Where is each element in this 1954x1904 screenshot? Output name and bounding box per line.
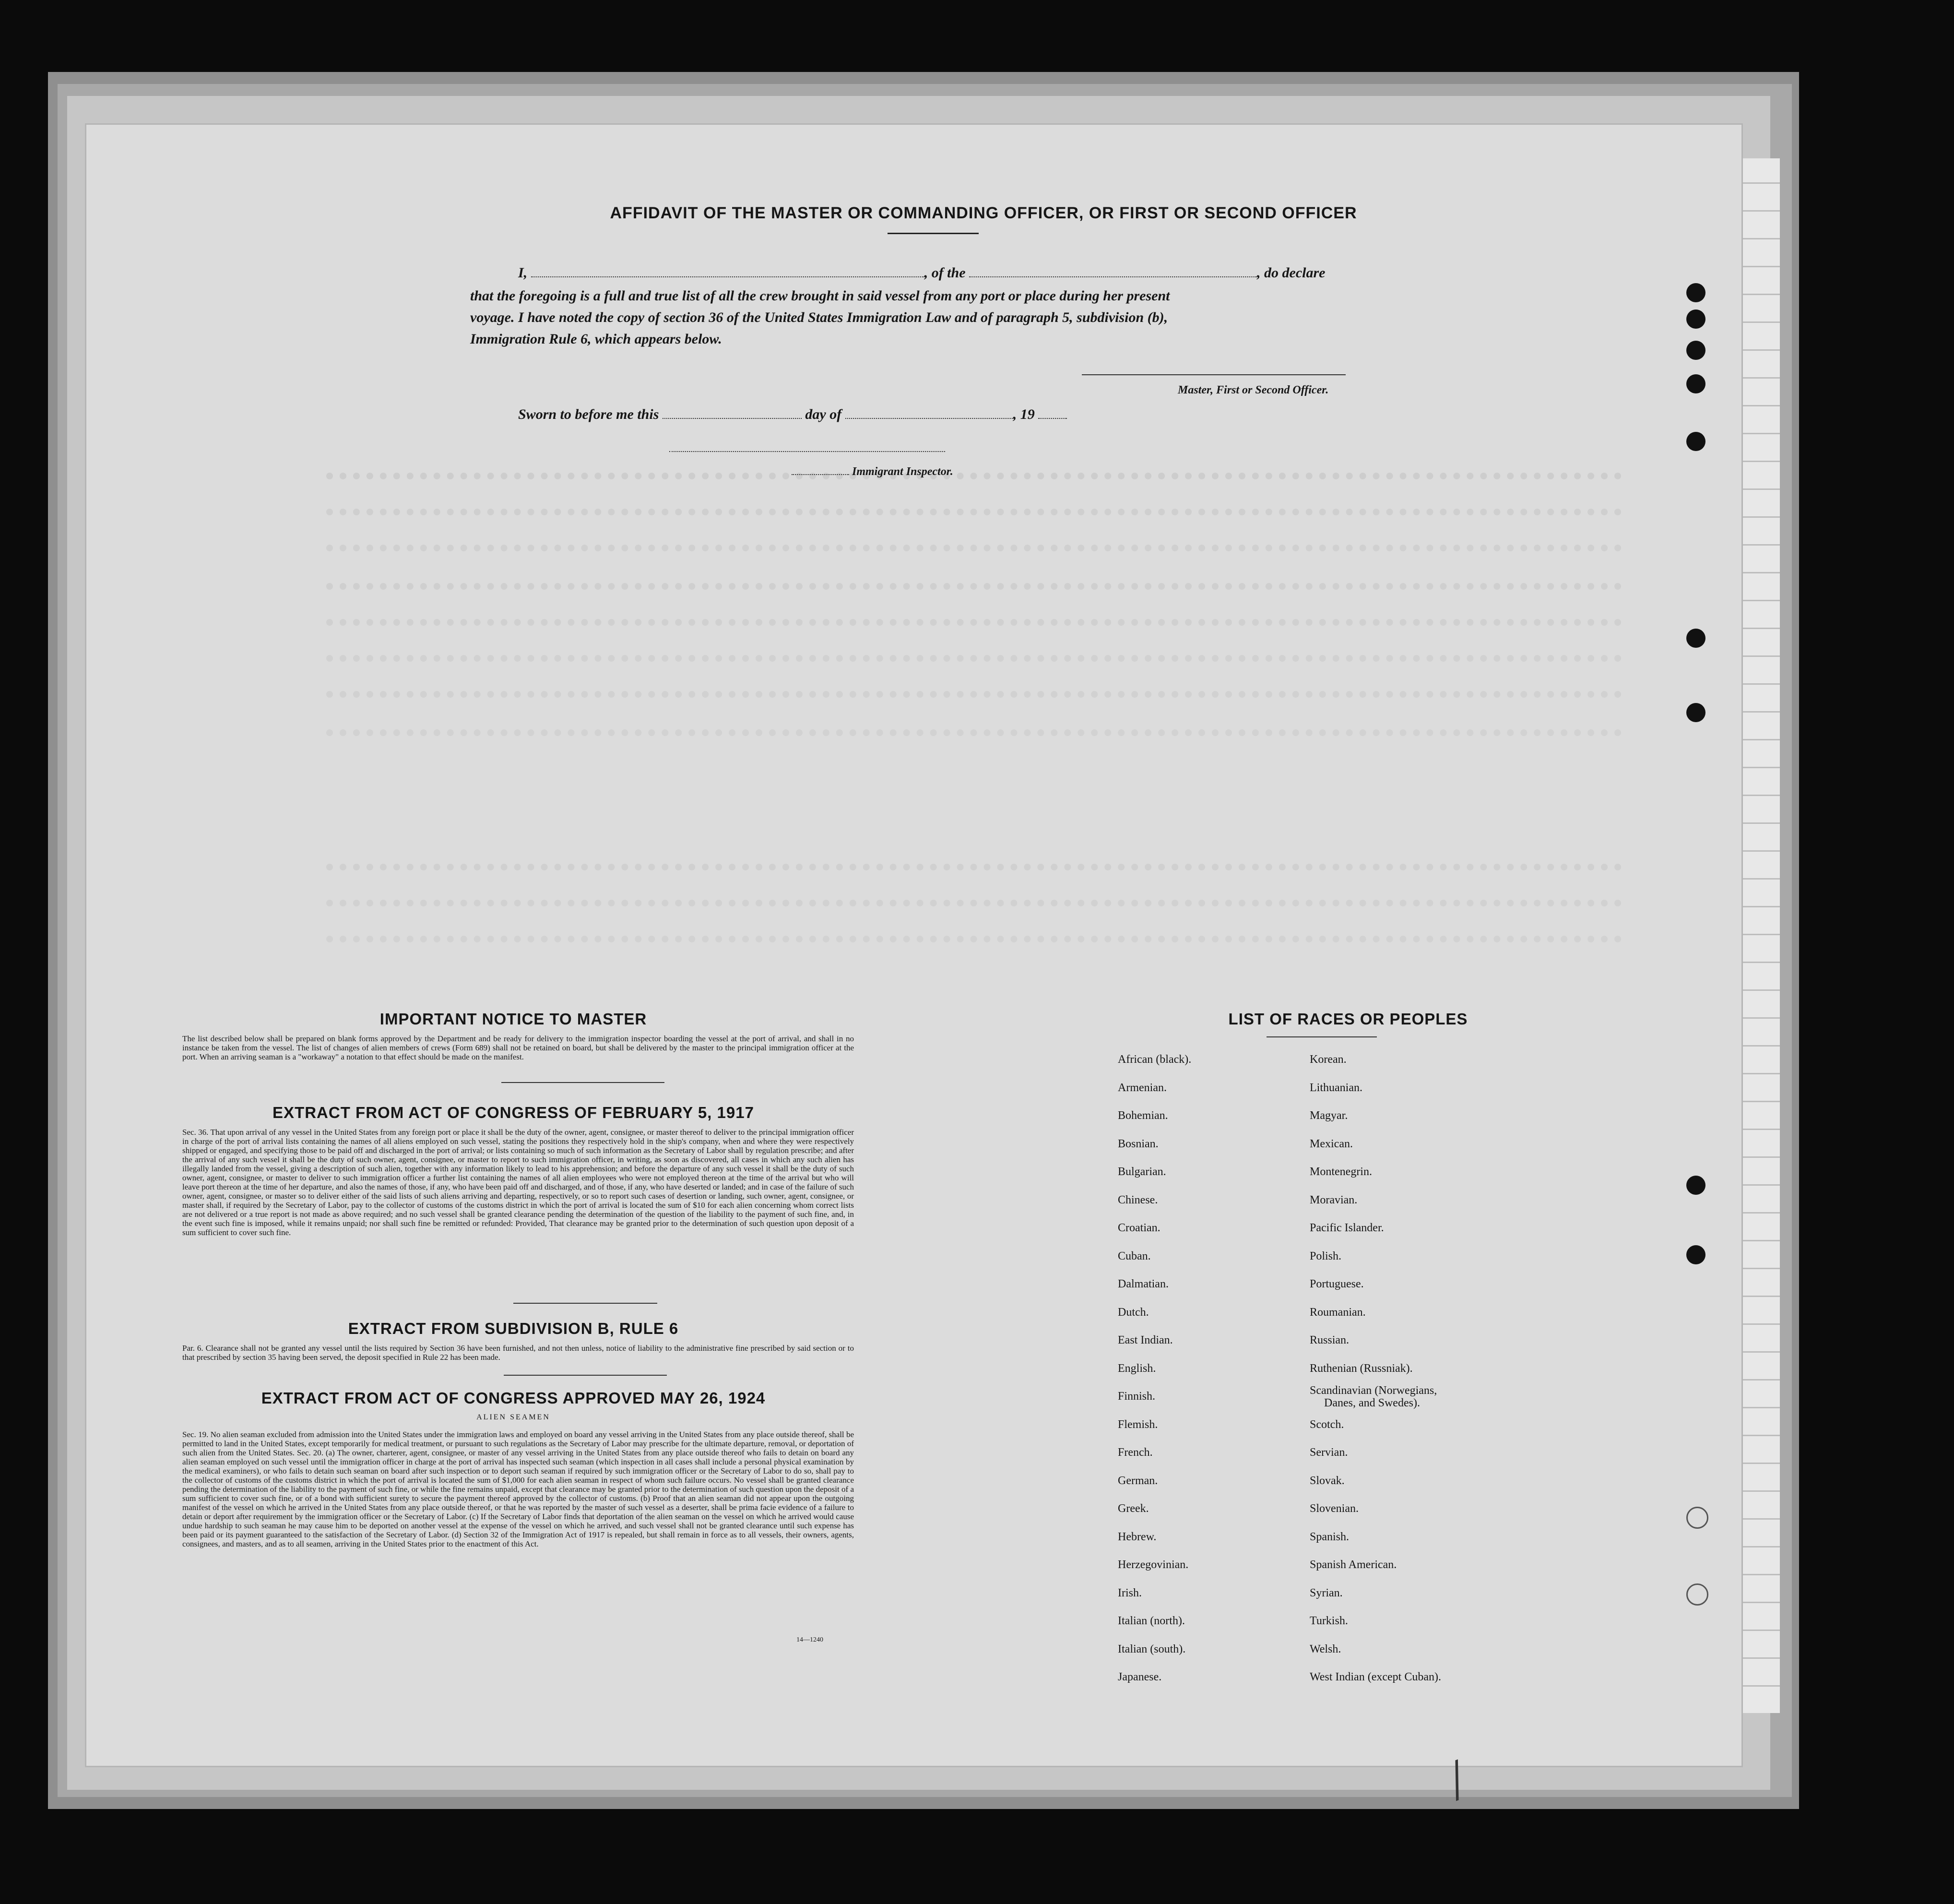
race-item: Japanese. [1118,1671,1162,1683]
sworn-line [518,405,1214,423]
race-item: Hebrew. [1118,1530,1157,1543]
affidavit-declare: , do declare [1257,265,1326,281]
race-item: Finnish. [1118,1390,1156,1403]
race-item: African (black). [1118,1053,1192,1066]
section-divider [504,1375,667,1376]
bleed-through-row [326,864,1622,870]
sworn-month-blank[interactable] [845,405,1013,419]
bleed-through-row [326,900,1622,906]
race-item: Turkish. [1310,1615,1348,1627]
act-1917-text: Sec. 36. That upon arrival of any vessel in the United States from any foreign port or place it shall be the duty of the owner, agent, consignee, or master thereof to deliver to the principal immigration officer in charge of the port of arrival lists containing the names of all aliens employed on such vessel, stating the positions they respectively hold in the ship's company, when and where they were respectively shipped or engaged, and specifying those to be paid off and discharged in the port of arrival; or lists containing so much of such information as the Secretary of Labor shall by regulation prescribe; and after the arrival of any such vessel it shall be the duty of such owner, agent, consignee, or master to report to such immigration officer, in writing, as soon as discovered, all cases in which any such alien has illegally landed from the vessel, giving a description of such alien, together with any information likely to lead to his apprehension; and before the departure of any such vessel it shall be the duty of such owner, agent, consignee, or master to deliver to such immigration officer a further list containing the names of all alien employees who were not employed thereon at the time of the arrival but who will leave port thereon at the time of her departure, and also the names of those, if any, who have been paid off and discharged, and of those, if any, who have deserted or landed; and in case of the failure of such owner, agent, consignee, or master so to deliver either of the said lists of such aliens arriving and departing, respectively, or so to report such cases of desertion or landing, such owner, agent, consignee, or master shall, if required by the Secretary of Labor, pay to the collector of customs of the customs district in which the port of arrival is located the sum of $10 for each alien concerning whom correct lists are not delivered or a true report is not made as above required; and no such vessel shall be granted clearance pending the determination of the question of the liability to the payment of such fine, and, in the event such fine is imposed, while it remains unpaid; nor shall such fine be remitted or refunded: Provided, That clearance may be granted prior to the determination of such question upon deposit of a sum sufficient to cover such fine. [182,1128,854,1237]
race-item: Spanish American. [1310,1559,1397,1571]
race-item: Herzegovinian. [1118,1559,1189,1571]
act-1917-title: EXTRACT FROM ACT OF CONGRESS OF FEBRUARY 5, 1917 [272,1104,754,1121]
race-item: Montenegrin. [1310,1166,1372,1178]
race-item: Ruthenian (Russniak). [1310,1362,1413,1375]
race-item: German. [1118,1474,1158,1487]
race-item: Italian (north). [1118,1615,1185,1627]
subdivision-b-title: EXTRACT FROM SUBDIVISION B, RULE 6 [348,1320,679,1337]
affidavit-line-4: Immigration Rule 6, which appears below. [470,331,722,347]
punch-hole [1686,1176,1705,1195]
race-item: Greek. [1118,1502,1149,1515]
sworn-day-of: day of [805,406,842,422]
subdivision-b-text: Par. 6. Clearance shall not be granted any vessel until the lists required by Section 36 have been furnished, and not then unless, notice of liability to the administrative fine prescribed by said section or to that prescribed by section 35 having been served, the deposit specified in Rule 22 has been made. [182,1344,854,1362]
race-item: Syrian. [1310,1586,1343,1599]
title-underline [888,233,979,234]
bleed-through-row [326,691,1622,698]
punch-hole [1686,432,1705,451]
sworn-year-blank[interactable] [1038,405,1067,419]
race-item: Korean. [1310,1053,1347,1066]
inspector-label [792,465,953,478]
race-item: Chinese. [1118,1193,1158,1206]
race-item: Bohemian. [1118,1109,1168,1122]
race-item: Bosnian. [1118,1137,1159,1150]
bleed-through-row [326,583,1622,590]
sworn-prefix: Sworn to before me this [518,406,659,422]
bleed-through-row [326,936,1622,942]
race-item: Slovak. [1310,1474,1345,1487]
notice-text: The list described below shall be prepared on blank forms approved by the Department and be ready for delivery to the immigration inspector boarding the vessel at the port of arrival, and shall in no instance be taken from the vessel. The list of changes of alien members of crews (Form 689) shall not be retained on board, but shall be delivered by the master to the principal immigration officer at the port. When an arriving seaman is a "workaway" a notation to that effect should be made on the manifest. [182,1034,854,1061]
punch-hole [1686,1245,1705,1264]
race-item: Scandinavian (Norwegians, Danes, and Swedes). [1310,1384,1437,1409]
race-item: Portuguese. [1310,1278,1364,1290]
punch-hole [1686,629,1705,648]
bleed-through-row [326,545,1622,551]
race-item: Irish. [1118,1586,1142,1599]
affidavit-i: I, [518,265,528,281]
punch-hole [1686,703,1705,722]
race-item: French. [1118,1446,1153,1459]
race-item: Croatian. [1118,1222,1161,1234]
race-item: Cuban. [1118,1250,1151,1262]
master-signature-label: Master, First or Second Officer. [1178,384,1329,396]
punch-hole [1686,283,1705,302]
race-item: Russian. [1310,1334,1350,1346]
race-item: Dutch. [1118,1306,1149,1319]
race-item: Magyar. [1310,1109,1348,1122]
punch-hole [1686,341,1705,360]
bleed-through-row [326,473,1622,479]
bleed-through-row [326,619,1622,626]
form-number: 14—1240 [796,1636,823,1643]
sworn-day-blank[interactable] [663,405,802,419]
race-item: Flemish. [1118,1418,1158,1431]
races-title-underline [1267,1036,1377,1037]
race-item: East Indian. [1118,1334,1173,1346]
punch-hole [1686,374,1705,393]
sworn-year: , 19 [1013,406,1035,422]
race-item: Pacific Islander. [1310,1222,1384,1234]
punch-hole [1686,1583,1708,1606]
race-item: Scotch. [1310,1418,1344,1431]
notice-title: IMPORTANT NOTICE TO MASTER [379,1010,647,1028]
master-signature-line[interactable] [1082,374,1346,375]
race-item: Lithuanian. [1310,1081,1362,1094]
affidavit-line-3: voyage. I have noted the copy of section 36 of the United States Immigration Law and of paragraph 5, subdivision (b), [470,309,1168,325]
race-item: Spanish. [1310,1530,1350,1543]
affidavit-line-1 [518,264,1473,281]
affidavit-title: AFFIDAVIT OF THE MASTER OR COMMANDING OFFICER, OR FIRST OR SECOND OFFICER [610,204,1357,222]
race-item: Polish. [1310,1250,1342,1262]
inspector-dash [792,468,849,475]
act-1924-title: EXTRACT FROM ACT OF CONGRESS APPROVED MAY 26, 1924 [261,1389,766,1407]
affidavit-page [86,125,1741,1812]
section-divider [501,1082,664,1083]
race-item: Roumanian. [1310,1306,1366,1319]
race-item: Slovenian. [1310,1502,1359,1515]
affidavit-line-2: that the foregoing is a full and true list of all the crew brought in said vessel from any port or place during her present [470,288,1170,304]
alien-seamen-heading: ALIEN SEAMEN [476,1413,550,1421]
inspector-label-text: Immigrant Inspector. [852,465,953,478]
races-title: LIST OF RACES OR PEOPLES [1228,1010,1468,1028]
bleed-through-row [326,509,1622,515]
name-blank[interactable] [531,264,924,277]
race-item: Moravian. [1310,1193,1358,1206]
race-item: Servian. [1310,1446,1348,1459]
race-item: West Indian (except Cuban). [1310,1671,1441,1683]
race-item: English. [1118,1362,1156,1375]
race-item: Bulgarian. [1118,1166,1166,1178]
punch-hole [1686,309,1705,329]
race-item: Mexican. [1310,1137,1353,1150]
race-item: Welsh. [1310,1642,1341,1655]
affidavit-of-the: , of the [924,265,966,281]
section-divider [513,1303,657,1304]
position-blank[interactable] [969,264,1257,277]
handwritten-mark: / [1438,1747,1475,1812]
bleed-through-row [326,655,1622,662]
inspector-signature-line[interactable] [669,451,945,452]
act-1924-text: Sec. 19. No alien seaman excluded from admission into the United States under the immigration laws and employed on board any vessel arriving in the United States from any place outside thereof, shall be permitted to land in the United States, except temporarily for medical treatment, or pursuant to such regulations as the Secretary of Labor may prescribe for the ultimate departure, removal, or deportation of such alien from the United States. Sec. 20. (a) The owner, charterer, agent, consignee, or master of any vessel arriving in the United States from any place outside thereof who fails to detain on board any alien seaman employed on such vessel until the immigration officer in charge at the port of arrival has inspected such seaman (which inspection in all cases shall include a personal physical examination by the medical examiners), or who fails to detain such seaman on board after such inspection or to deport such seaman if required by such immigration officer or the Secretary of Labor to do so, shall pay to the collector of customs of the customs district in which the port of arrival is located the sum of $1,000 for each alien seaman in respect of whom such failure occurs. No vessel shall be granted clearance pending the determination of the liability to the payment of such fine, or while the fine remains unpaid, except that clearance may be granted prior to the determination of such question upon the deposit of a sum sufficient to cover such fine, or of a bond with sufficient surety to secure the payment thereof approved by the collector of customs. (b) Proof that an alien seaman did not appear upon the outgoing manifest of the vessel on which he arrived in the United States from any place outside thereof, or that he was reported by the master of such vessel as a deserter, shall be prima facie evidence of a failure to detain or deport after requirement by the immigration officer or the Secretary of Labor. (c) If the Secretary of Labor finds that deportation of the alien seaman on the vessel on which he arrived would cause undue hardship to such seaman he may cause him to be deported on another vessel at the expense of the vessel on which he arrived, and such vessel shall not be granted clearance until such expense has been paid or its payment guaranteed to the satisfaction of the Secretary of Labor. (d) Section 32 of the Immigration Act of 1917 is repealed, but shall remain in force as to all vessels, their owners, agents, consignees, and masters, and as to all seamen, arriving in the United States prior to the enactment of this Act. [182,1430,854,1548]
race-item: Dalmatian. [1118,1278,1169,1290]
bleed-through-row [326,729,1622,736]
punch-hole [1686,1507,1708,1529]
race-item: Armenian. [1118,1081,1167,1094]
race-item: Italian (south). [1118,1642,1186,1655]
